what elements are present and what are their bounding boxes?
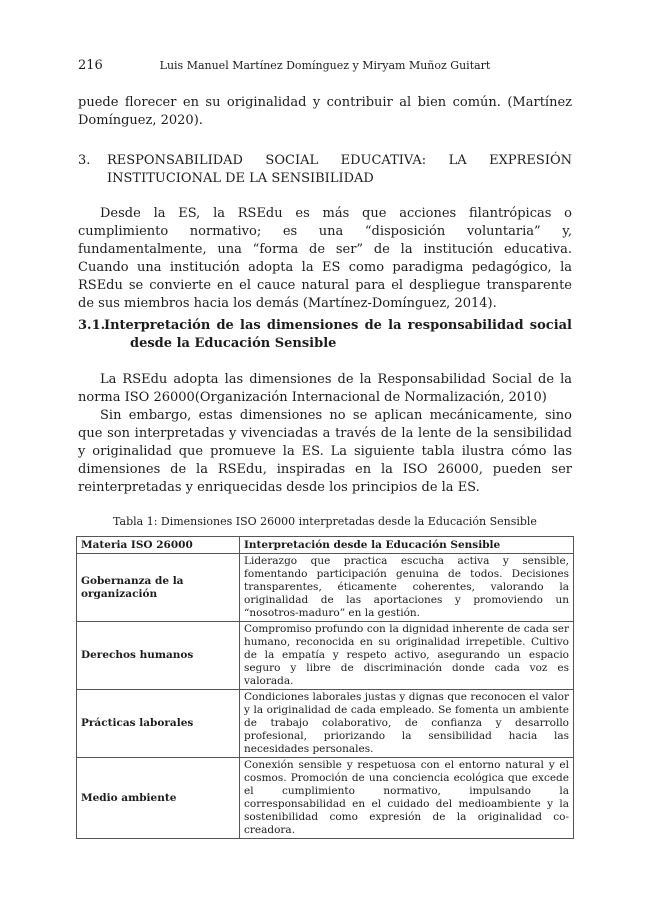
table-row xyxy=(77,622,574,690)
section-number: 3. xyxy=(78,153,91,168)
section-3-paragraph: Desde la ES, la RSEdu es más que acciones filantrópicas o cumplimiento normativo; es una “disposición voluntaria” y, fundamentalmente, una “forma de ser” de la institución educativa. Cuando una institución adopta la ES como paradigma pedagógico, la RSEdu se convierte en el cauce natural para el despliegue transparente de sus miembros hacia los demás (Martínez-Domínguez, 2014). xyxy=(78,206,572,311)
cell-interpretacion: Conexión sensible y respetuosa con el entorno natural y el cosmos. Promoción de una conciencia ecológica que excede el cumplimiento normativo, impulsando la corresponsabilidad en el cuidado del medioambiente y la sostenibilidad como expresión de la originalidad co-creadora. xyxy=(240,758,574,839)
table-row xyxy=(77,554,574,622)
subsection-paragraph-2: Sin embargo, estas dimensiones no se aplican mecánicamente, sino que son interpretadas y vivenciadas a través de la lente de la sensibilidad y originalidad que promueve la ES. La siguiente tabla ilustra cómo las dimensiones de la RSEdu, inspiradas en la ISO 26000, pueden ser reinterpretadas y enriquecidas desde los principios de la ES. xyxy=(78,408,572,495)
continuation-paragraph: puede florecer en su originalidad y contribuir al bien común. (Martínez Domínguez, 2020). xyxy=(78,95,572,128)
table-row xyxy=(77,758,574,839)
cell-materia: Gobernanza de la organización xyxy=(77,554,240,622)
dimensions-table xyxy=(76,536,574,839)
running-head-authors: Luis Manuel Martínez Domínguez y Miryam Muñoz Guitart xyxy=(159,59,491,72)
section-3-heading xyxy=(78,152,572,188)
subsection-3-1-heading xyxy=(78,317,572,353)
cell-materia: Medio ambiente xyxy=(77,758,240,839)
cell-materia: Derechos humanos xyxy=(77,622,240,690)
column-header-materia: Materia ISO 26000 xyxy=(77,537,240,554)
column-header-interpretacion: Interpretación desde la Educación Sensible xyxy=(240,537,574,554)
subsection-title: Interpretación de las dimensiones de la responsabilidad social desde la Educación Sensible xyxy=(104,318,572,351)
table-row xyxy=(77,690,574,758)
page-number: 216 xyxy=(78,58,103,73)
running-head xyxy=(78,58,572,76)
table-header-row xyxy=(77,537,574,554)
cell-materia: Prácticas laborales xyxy=(77,690,240,758)
subsection-paragraph-1: La RSEdu adopta las dimensiones de la Responsabilidad Social de la norma ISO 26000(Organización Internacional de Normalización, 2010) xyxy=(78,372,572,405)
cell-interpretacion: Compromiso profundo con la dignidad inherente de cada ser humano, reconocida en su originalidad irrepetible. Cultivo de la empatía y respeto activo, asegurando un espacio seguro y libre de discriminación donde cada voz es valorada. xyxy=(240,622,574,690)
subsection-number: 3.1. xyxy=(78,318,106,333)
section-title: RESPONSABILIDAD SOCIAL EDUCATIVA: LA EXPRESIÓN INSTITUCIONAL DE LA SENSIBILIDAD xyxy=(107,153,572,186)
table-caption: Tabla 1: Dimensiones ISO 26000 interpretadas desde la Educación Sensible xyxy=(113,515,537,528)
cell-interpretacion: Liderazgo que practica escucha activa y sensible, fomentando participación genuina de todos. Decisiones transparentes, éticamente coherentes, valorando la originalidad de las aportaciones y promoviendo un “nosotros-maduro” en la gestión. xyxy=(240,554,574,622)
cell-interpretacion: Condiciones laborales justas y dignas que reconocen el valor y la originalidad de cada empleado. Se fomenta un ambiente de trabajo colaborativo, de confianza y desarrollo profesional, priorizando la sensibilidad hacia las necesidades personales. xyxy=(240,690,574,758)
